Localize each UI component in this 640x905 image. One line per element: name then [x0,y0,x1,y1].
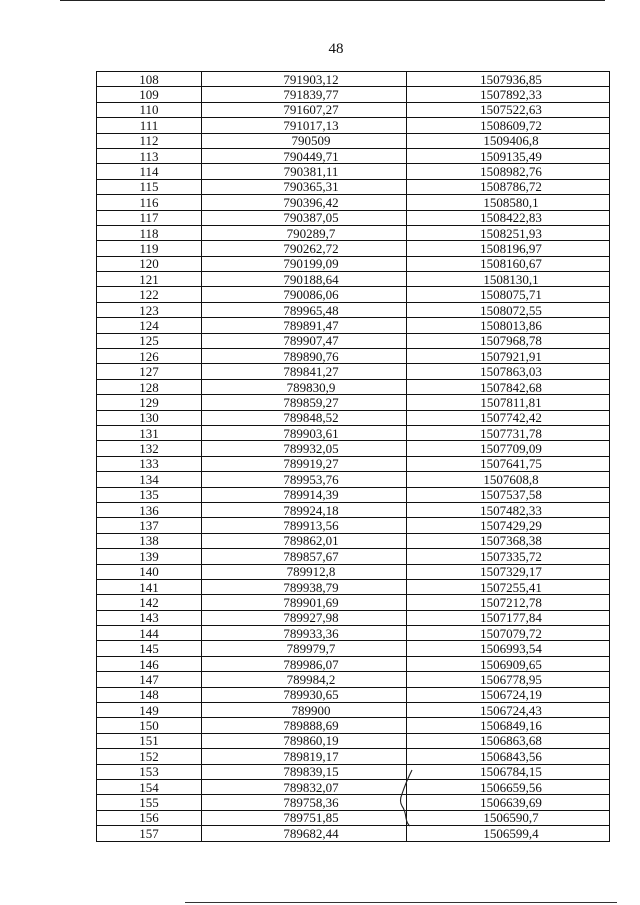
point-number-cell: 154 [97,779,202,794]
point-number-cell: 112 [97,133,202,148]
y-coordinate-cell: 1507709,09 [407,441,610,456]
y-coordinate-cell: 1507212,78 [407,595,610,610]
point-number-cell: 117 [97,210,202,225]
y-coordinate-cell: 1507522,63 [407,102,610,117]
y-coordinate-cell: 1506590,7 [407,810,610,825]
y-coordinate-cell: 1506724,43 [407,703,610,718]
table-row [97,349,610,364]
point-number-cell: 143 [97,610,202,625]
table-row [97,518,610,533]
y-coordinate-cell: 1507079,72 [407,626,610,641]
table-row [97,287,610,302]
table-row [97,410,610,425]
table-row [97,472,610,487]
point-number-cell: 155 [97,795,202,810]
point-number-cell: 145 [97,641,202,656]
scan-edge-top [60,0,605,1]
y-coordinate-cell: 1508013,86 [407,318,610,333]
table-row [97,225,610,240]
point-number-cell: 150 [97,718,202,733]
x-coordinate-cell: 789907,47 [202,333,407,348]
x-coordinate-cell: 791839,77 [202,87,407,102]
x-coordinate-cell: 789848,52 [202,410,407,425]
point-number-cell: 157 [97,826,202,841]
point-number-cell: 141 [97,579,202,594]
point-number-cell: 133 [97,456,202,471]
point-number-cell: 108 [97,72,202,87]
y-coordinate-cell: 1508160,67 [407,256,610,271]
y-coordinate-cell: 1506843,56 [407,749,610,764]
table-row [97,626,610,641]
x-coordinate-cell: 789682,44 [202,826,407,841]
x-coordinate-cell: 790381,11 [202,164,407,179]
x-coordinate-cell: 790086,06 [202,287,407,302]
point-number-cell: 139 [97,549,202,564]
x-coordinate-cell: 790396,42 [202,195,407,210]
table-row [97,395,610,410]
table-row [97,456,610,471]
table-row [97,195,610,210]
y-coordinate-cell: 1508609,72 [407,118,610,133]
table-row [97,718,610,733]
x-coordinate-cell: 789979,7 [202,641,407,656]
table-row [97,72,610,87]
point-number-cell: 135 [97,487,202,502]
point-number-cell: 120 [97,256,202,271]
point-number-cell: 115 [97,179,202,194]
table-row [97,549,610,564]
table-row [97,210,610,225]
table-row [97,118,610,133]
table-row [97,749,610,764]
x-coordinate-cell: 789965,48 [202,302,407,317]
coordinates-table [96,71,610,842]
x-coordinate-cell: 790199,09 [202,256,407,271]
y-coordinate-cell: 1507177,84 [407,610,610,625]
x-coordinate-cell: 789912,8 [202,564,407,579]
y-coordinate-cell: 1507608,8 [407,472,610,487]
table-row [97,379,610,394]
x-coordinate-cell: 789900 [202,703,407,718]
scan-edge-bottom [185,902,617,903]
page-number: 48 [328,41,344,57]
y-coordinate-cell: 1507429,29 [407,518,610,533]
point-number-cell: 148 [97,687,202,702]
y-coordinate-cell: 1506639,69 [407,795,610,810]
x-coordinate-cell: 789860,19 [202,733,407,748]
point-number-cell: 137 [97,518,202,533]
table-row [97,425,610,440]
table-row [97,641,610,656]
table-row [97,256,610,271]
x-coordinate-cell: 789890,76 [202,349,407,364]
table-row [97,533,610,548]
y-coordinate-cell: 1507482,33 [407,502,610,517]
point-number-cell: 142 [97,595,202,610]
y-coordinate-cell: 1507863,03 [407,364,610,379]
point-number-cell: 146 [97,656,202,671]
x-coordinate-cell: 789932,05 [202,441,407,456]
y-coordinate-cell: 1506659,56 [407,779,610,794]
point-number-cell: 129 [97,395,202,410]
table-row [97,764,610,779]
y-coordinate-cell: 1507936,85 [407,72,610,87]
point-number-cell: 153 [97,764,202,779]
point-number-cell: 122 [97,287,202,302]
point-number-cell: 134 [97,472,202,487]
x-coordinate-cell: 789927,98 [202,610,407,625]
point-number-cell: 130 [97,410,202,425]
point-number-cell: 128 [97,379,202,394]
point-number-cell: 136 [97,502,202,517]
table-row [97,364,610,379]
table-row [97,703,610,718]
x-coordinate-cell: 789832,07 [202,779,407,794]
point-number-cell: 116 [97,195,202,210]
y-coordinate-cell: 1506724,19 [407,687,610,702]
y-coordinate-cell: 1509135,49 [407,148,610,163]
point-number-cell: 113 [97,148,202,163]
table-row [97,241,610,256]
y-coordinate-cell: 1507255,41 [407,579,610,594]
y-coordinate-cell: 1508580,1 [407,195,610,210]
point-number-cell: 156 [97,810,202,825]
y-coordinate-cell: 1508075,71 [407,287,610,302]
x-coordinate-cell: 789914,39 [202,487,407,502]
table-row [97,687,610,702]
point-number-cell: 119 [97,241,202,256]
x-coordinate-cell: 789924,18 [202,502,407,517]
y-coordinate-cell: 1508251,93 [407,225,610,240]
table-row [97,87,610,102]
y-coordinate-cell: 1508072,55 [407,302,610,317]
x-coordinate-cell: 789862,01 [202,533,407,548]
point-number-cell: 144 [97,626,202,641]
x-coordinate-cell: 791903,12 [202,72,407,87]
point-number-cell: 114 [97,164,202,179]
y-coordinate-cell: 1507329,17 [407,564,610,579]
y-coordinate-cell: 1508196,97 [407,241,610,256]
table-row [97,610,610,625]
y-coordinate-cell: 1507537,58 [407,487,610,502]
y-coordinate-cell: 1507842,68 [407,379,610,394]
point-number-cell: 121 [97,272,202,287]
x-coordinate-cell: 789859,27 [202,395,407,410]
point-number-cell: 127 [97,364,202,379]
table-row [97,441,610,456]
y-coordinate-cell: 1506849,16 [407,718,610,733]
y-coordinate-cell: 1506993,54 [407,641,610,656]
x-coordinate-cell: 789901,69 [202,595,407,610]
x-coordinate-cell: 789986,07 [202,656,407,671]
x-coordinate-cell: 789919,27 [202,456,407,471]
x-coordinate-cell: 789751,85 [202,810,407,825]
y-coordinate-cell: 1506778,95 [407,672,610,687]
point-number-cell: 124 [97,318,202,333]
x-coordinate-cell: 789841,27 [202,364,407,379]
point-number-cell: 151 [97,733,202,748]
point-number-cell: 132 [97,441,202,456]
x-coordinate-cell: 789953,76 [202,472,407,487]
point-number-cell: 138 [97,533,202,548]
table-row [97,102,610,117]
x-coordinate-cell: 790365,31 [202,179,407,194]
table-row [97,656,610,671]
point-number-cell: 118 [97,225,202,240]
y-coordinate-cell: 1506909,65 [407,656,610,671]
x-coordinate-cell: 790387,05 [202,210,407,225]
point-number-cell: 110 [97,102,202,117]
table-row [97,487,610,502]
x-coordinate-cell: 791017,13 [202,118,407,133]
point-number-cell: 152 [97,749,202,764]
y-coordinate-cell: 1507892,33 [407,87,610,102]
x-coordinate-cell: 789903,61 [202,425,407,440]
x-coordinate-cell: 789933,36 [202,626,407,641]
point-number-cell: 149 [97,703,202,718]
y-coordinate-cell: 1508422,83 [407,210,610,225]
y-coordinate-cell: 1506784,15 [407,764,610,779]
x-coordinate-cell: 789839,15 [202,764,407,779]
y-coordinate-cell: 1506863,68 [407,733,610,748]
y-coordinate-cell: 1507641,75 [407,456,610,471]
table-row [97,272,610,287]
x-coordinate-cell: 789984,2 [202,672,407,687]
table-row [97,502,610,517]
x-coordinate-cell: 790449,71 [202,148,407,163]
y-coordinate-cell: 1506599,4 [407,826,610,841]
table-row [97,826,610,841]
x-coordinate-cell: 789938,79 [202,579,407,594]
point-number-cell: 125 [97,333,202,348]
table-row [97,672,610,687]
x-coordinate-cell: 790262,72 [202,241,407,256]
x-coordinate-cell: 789888,69 [202,718,407,733]
table-row [97,779,610,794]
point-number-cell: 123 [97,302,202,317]
point-number-cell: 111 [97,118,202,133]
point-number-cell: 126 [97,349,202,364]
y-coordinate-cell: 1507811,81 [407,395,610,410]
x-coordinate-cell: 789930,65 [202,687,407,702]
y-coordinate-cell: 1509406,8 [407,133,610,148]
table-row [97,595,610,610]
table-row [97,164,610,179]
y-coordinate-cell: 1507335,72 [407,549,610,564]
x-coordinate-cell: 789758,36 [202,795,407,810]
y-coordinate-cell: 1508130,1 [407,272,610,287]
y-coordinate-cell: 1508786,72 [407,179,610,194]
x-coordinate-cell: 789819,17 [202,749,407,764]
table-row [97,148,610,163]
x-coordinate-cell: 790289,7 [202,225,407,240]
table-row [97,179,610,194]
table-row [97,579,610,594]
point-number-cell: 140 [97,564,202,579]
y-coordinate-cell: 1507731,78 [407,425,610,440]
x-coordinate-cell: 790188,64 [202,272,407,287]
y-coordinate-cell: 1507968,78 [407,333,610,348]
x-coordinate-cell: 790509 [202,133,407,148]
y-coordinate-cell: 1507921,91 [407,349,610,364]
point-number-cell: 131 [97,425,202,440]
x-coordinate-cell: 789830,9 [202,379,407,394]
x-coordinate-cell: 789913,56 [202,518,407,533]
table-row [97,795,610,810]
x-coordinate-cell: 791607,27 [202,102,407,117]
x-coordinate-cell: 789891,47 [202,318,407,333]
y-coordinate-cell: 1507368,38 [407,533,610,548]
table-row [97,133,610,148]
table-row [97,733,610,748]
y-coordinate-cell: 1508982,76 [407,164,610,179]
table-row [97,302,610,317]
point-number-cell: 147 [97,672,202,687]
table-row [97,333,610,348]
table-row [97,564,610,579]
x-coordinate-cell: 789857,67 [202,549,407,564]
table-row [97,810,610,825]
table-row [97,318,610,333]
coordinates-table-body [97,72,610,842]
y-coordinate-cell: 1507742,42 [407,410,610,425]
point-number-cell: 109 [97,87,202,102]
